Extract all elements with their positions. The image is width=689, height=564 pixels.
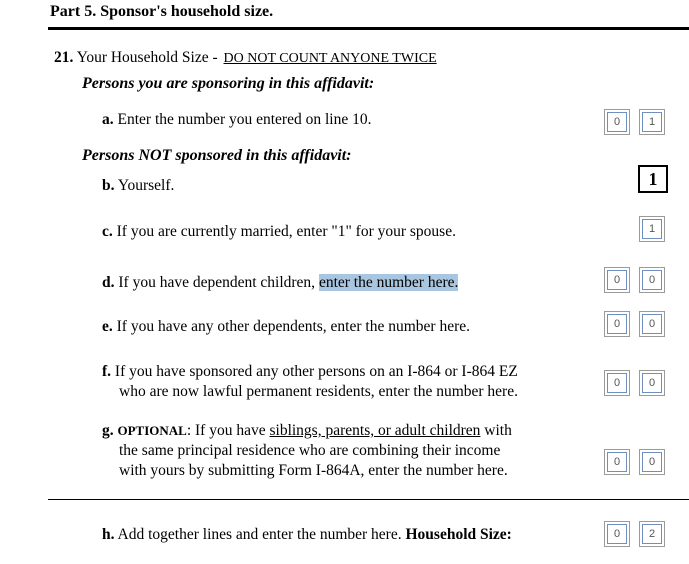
- household-size-label: Household Size:: [405, 526, 512, 543]
- line-g-text-3: with yours by submitting Form I-864A, enter the number here.: [119, 462, 508, 479]
- line-h-digit-1[interactable]: [604, 521, 630, 547]
- section-divider: [48, 499, 689, 500]
- question-title: [54, 49, 437, 67]
- question-warning: DO NOT COUNT ANYONE TWICE: [223, 51, 437, 66]
- line-g-digit-2-value: 0: [642, 452, 662, 472]
- line-e-digit-1-value: 0: [607, 314, 627, 334]
- line-c-text: If you are currently married, enter "1" for your spouse.: [116, 223, 456, 240]
- line-g: [102, 421, 512, 481]
- line-f-text-1: If you have sponsored any other persons on an I-864 or I-864 EZ: [114, 363, 518, 380]
- line-g-digit-2[interactable]: [639, 449, 665, 475]
- line-a: [102, 110, 371, 130]
- line-e-text: If you have any other dependents, enter the number here.: [116, 318, 470, 335]
- line-h-digit-1-value: 0: [607, 524, 627, 544]
- line-c-digit-1-value: 1: [642, 219, 662, 239]
- line-e-digit-1[interactable]: [604, 311, 630, 337]
- question-label: Your Household Size -: [76, 49, 222, 66]
- line-d-digit-1[interactable]: [604, 267, 630, 293]
- line-d-text: If you have dependent children,: [118, 274, 319, 291]
- line-b-value: 1: [648, 168, 658, 189]
- line-g-text-1-underlined: siblings, parents, or adult children: [269, 422, 481, 439]
- question-number: 21.: [54, 49, 74, 66]
- line-a-text: Enter the number you entered on line 10.: [117, 111, 372, 128]
- line-h-digit-2[interactable]: [639, 521, 665, 547]
- line-a-digit-2-value: 1: [642, 112, 662, 132]
- line-h-letter: h.: [102, 526, 115, 543]
- section-sponsored-heading: Persons you are sponsoring in this affidavit:: [82, 75, 375, 92]
- top-divider: [48, 27, 689, 30]
- line-g-digit-1[interactable]: [604, 449, 630, 475]
- section-not-sponsored-heading: Persons NOT sponsored in this affidavit:: [82, 147, 352, 164]
- line-a-letter: a.: [102, 111, 114, 128]
- line-f-letter: f.: [102, 363, 112, 380]
- line-f-text-2: who are now lawful permanent residents, enter the number here.: [119, 383, 518, 400]
- line-g-text-2: the same principal residence who are combining their income: [119, 442, 501, 459]
- line-h: [102, 525, 512, 545]
- line-c-letter: c.: [102, 223, 113, 240]
- line-g-text-1b: with: [480, 422, 512, 439]
- line-d-letter: d.: [102, 274, 115, 291]
- line-a-digit-2[interactable]: [639, 109, 665, 135]
- line-h-text: Add together lines and enter the number here.: [117, 526, 406, 543]
- line-g-optional-label: OPTIONAL: [117, 423, 187, 438]
- line-d-digit-2-value: 0: [642, 270, 662, 290]
- line-e-digit-2-value: 0: [642, 314, 662, 334]
- line-b-value-box: [638, 165, 668, 193]
- line-b-text: Yourself.: [117, 177, 175, 194]
- line-h-digit-2-value: 2: [642, 524, 662, 544]
- line-g-digit-1-value: 0: [607, 452, 627, 472]
- line-d-digit-1-value: 0: [607, 270, 627, 290]
- line-a-digit-1-value: 0: [607, 112, 627, 132]
- line-b: [102, 176, 174, 196]
- line-g-text-1a: : If you have: [186, 422, 270, 439]
- line-e-digit-2[interactable]: [639, 311, 665, 337]
- line-c: [102, 222, 456, 242]
- line-e: [102, 317, 470, 337]
- line-b-letter: b.: [102, 177, 115, 194]
- line-f-digit-2-value: 0: [642, 373, 662, 393]
- line-d-highlighted-text: enter the number here.: [318, 274, 459, 291]
- line-f-digit-1[interactable]: [604, 370, 630, 396]
- line-f-digit-2[interactable]: [639, 370, 665, 396]
- part-title: Part 5. Sponsor's household size.: [50, 3, 274, 20]
- line-d-digit-2[interactable]: [639, 267, 665, 293]
- line-a-digit-1[interactable]: [604, 109, 630, 135]
- line-g-letter: g.: [102, 422, 114, 439]
- line-f: [102, 362, 518, 402]
- line-d: [102, 273, 458, 293]
- line-e-letter: e.: [102, 318, 113, 335]
- line-f-digit-1-value: 0: [607, 373, 627, 393]
- line-c-digit-1[interactable]: [639, 216, 665, 242]
